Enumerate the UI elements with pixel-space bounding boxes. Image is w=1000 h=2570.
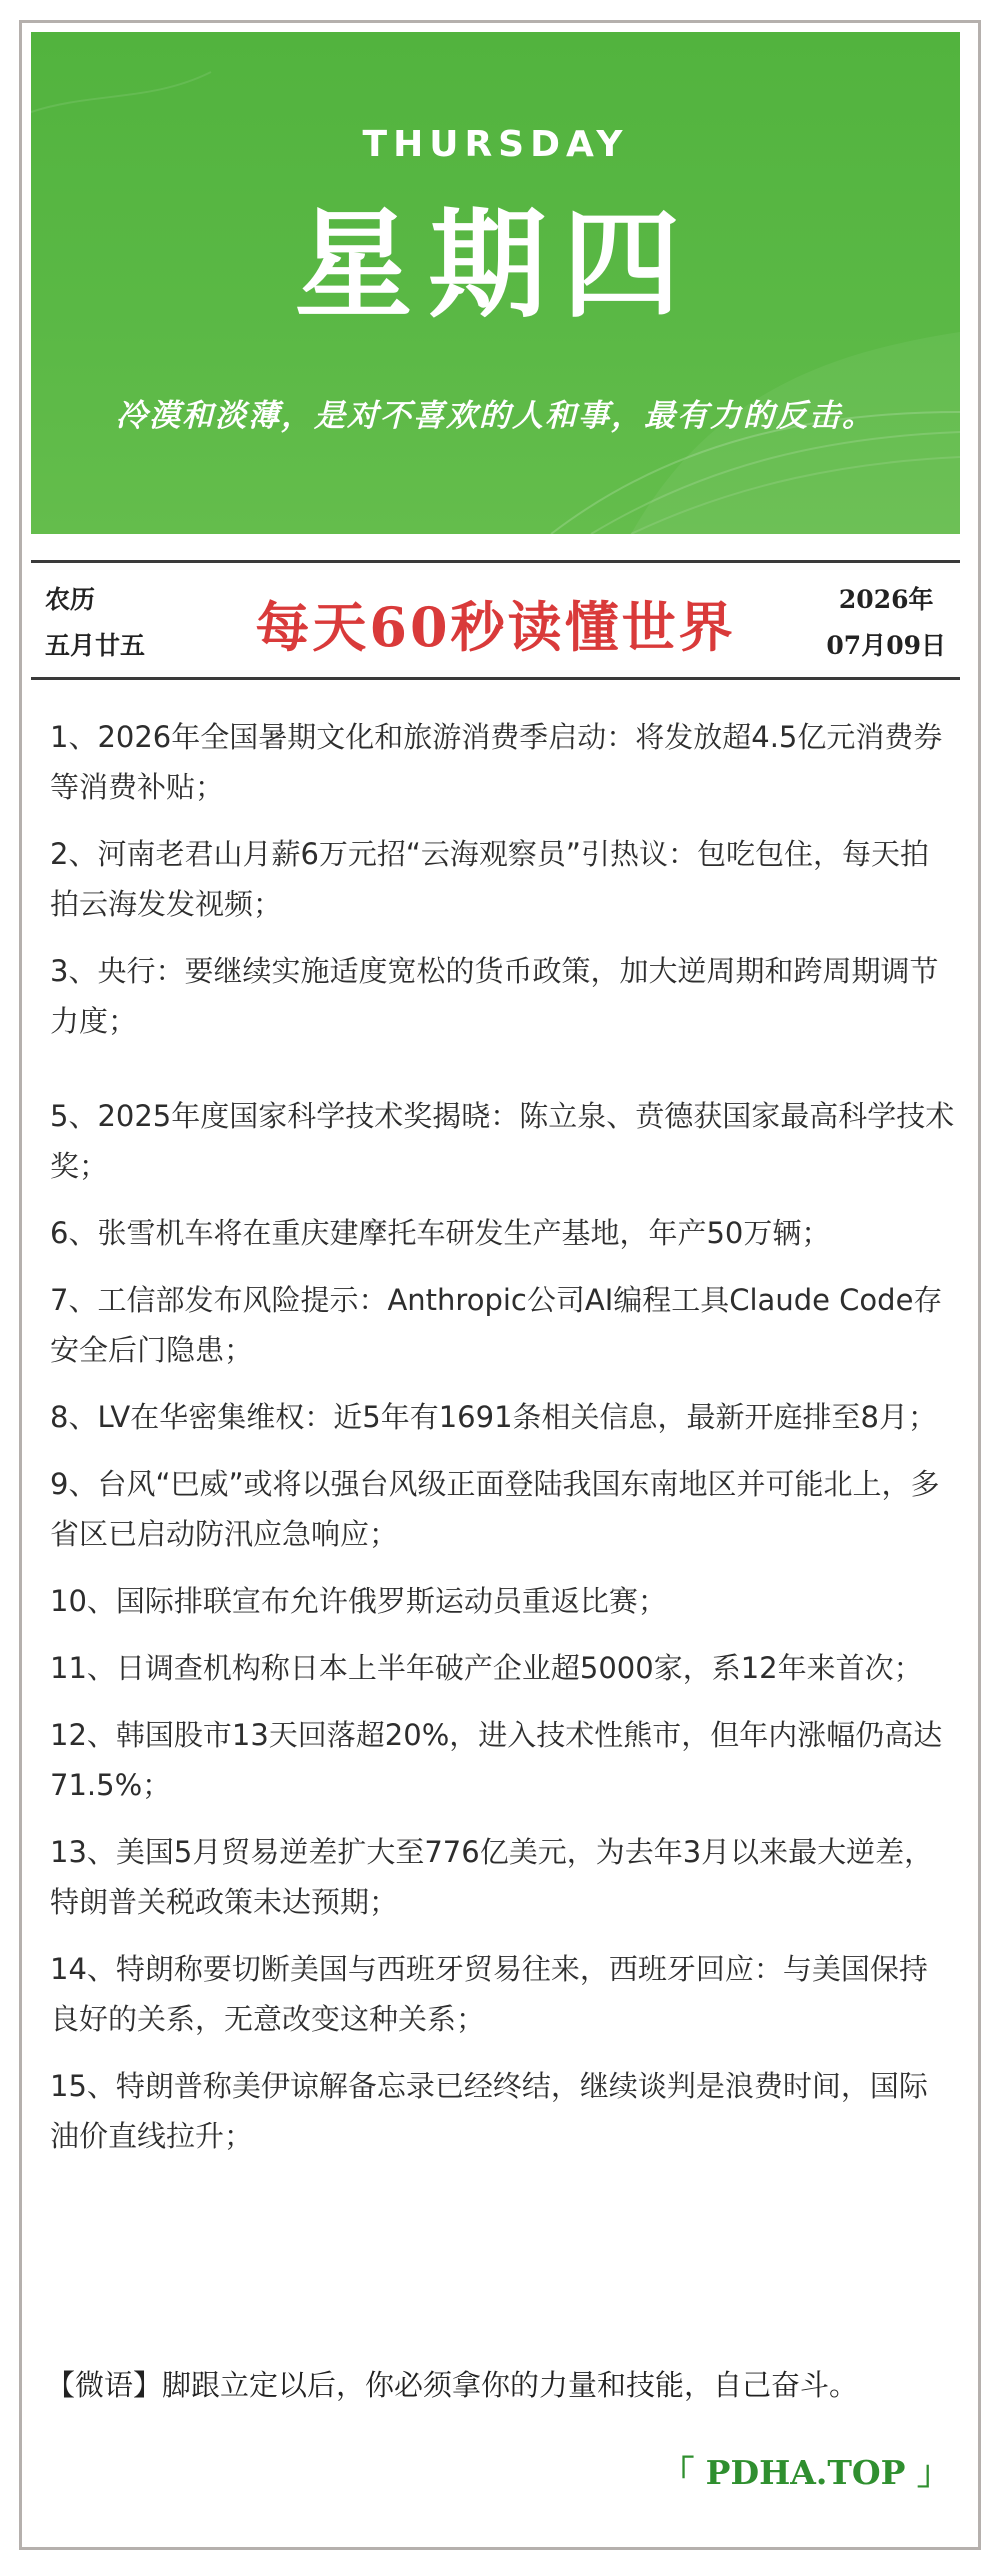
- news-item: 8、LV在华密集维权：近5年有1691条相关信息，最新开庭排至8月；: [50, 1400, 937, 1434]
- news-item: 7、工信部发布风险提示：Anthropic公司AI编程工具Claude Code存安全后门隐患；: [50, 1283, 943, 1367]
- news-item: 15、特朗普称美伊谅解备忘录已经终结，继续谈判是浪费时间，国际油价直线拉升；: [50, 2069, 928, 2153]
- weekday-english: THURSDAY: [362, 124, 629, 165]
- news-list: [50, 712, 955, 2178]
- weekday-banner: [31, 32, 960, 534]
- news-item: 14、特朗称要切断美国与西班牙贸易往来，西班牙回应：与美国保持良好的关系，无意改变这种关系；: [50, 1952, 928, 2036]
- news-item: 2、河南老君山月薪6万元招“云海观察员”引热议：包吃包住，每天拍拍云海发发视频；: [50, 837, 929, 921]
- news-item: 5、2025年度国家科学技术奖揭晓：陈立泉、贲德获国家最高科学技术奖；: [50, 1099, 955, 1183]
- daily-quote: 冷漠和淡薄，是对不喜欢的人和事，最有力的反击。: [116, 398, 875, 434]
- weekday-chinese: 星期四: [294, 196, 697, 334]
- lunar-date: 五月廿五: [45, 631, 146, 660]
- news-item: 3、央行：要继续实施适度宽松的货币政策，加大逆周期和跨周期调节力度；: [50, 954, 939, 1038]
- lunar-label: 农历: [45, 585, 96, 614]
- news-item: 11、日调查机构称日本上半年破产企业超5000家，系12年来首次；: [50, 1651, 923, 1685]
- news-item: 9、台风“巴威”或将以强台风级正面登陆我国东南地区并可能北上，多省区已启动防汛应急响应；: [50, 1467, 940, 1551]
- date-header: [31, 560, 960, 680]
- year: 2026年: [838, 585, 934, 614]
- motto: 【微语】脚跟立定以后，你必须拿你的力量和技能，自己奋斗。: [46, 2368, 859, 2402]
- solar-date-block: [826, 577, 946, 669]
- news-item: 10、国际排联宣布允许俄罗斯运动员重返比赛；: [50, 1584, 667, 1618]
- news-item: 12、韩国股市13天回落超20%，进入技术性熊市，但年内涨幅仍高达71.5%；: [50, 1718, 943, 1802]
- news-item: 1、2026年全国暑期文化和旅游消费季启动：将发放超4.5亿元消费券等消费补贴；: [50, 720, 943, 804]
- news-item: 6、张雪机车将在重庆建摩托车研发生产基地，年产50万辆；: [50, 1216, 831, 1250]
- news-item: 13、美国5月贸易逆差扩大至776亿美元，为去年3月以来最大逆差，特朗普关税政策未达预期；: [50, 1835, 934, 1919]
- site-link[interactable]: 「 PDHA.TOP 」: [661, 2453, 950, 2492]
- masthead-title: 每天60秒读懂世界: [255, 595, 736, 659]
- month-day: 07月09日: [826, 631, 946, 660]
